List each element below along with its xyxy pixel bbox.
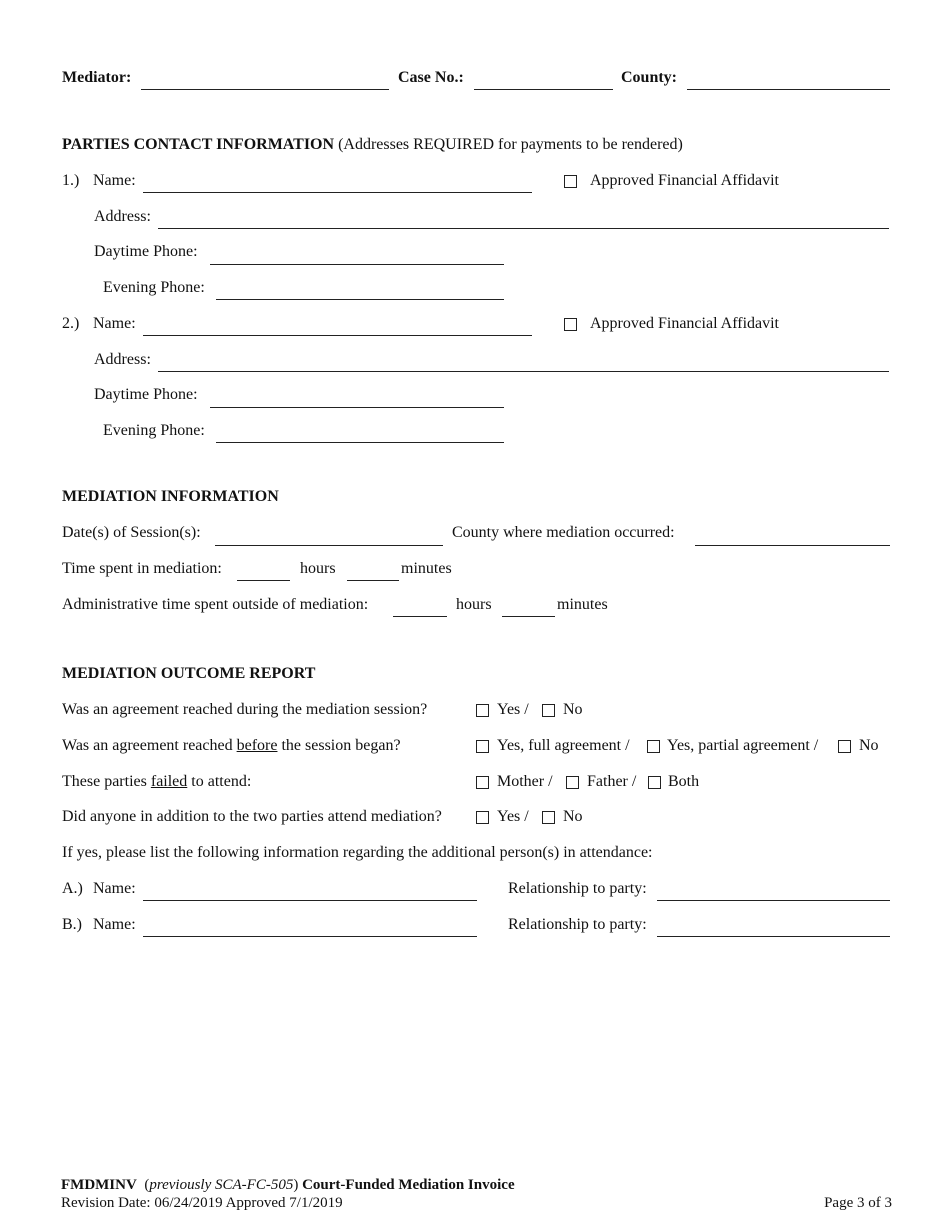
question-failed-attend-underlined: failed	[150, 773, 188, 790]
question-failed-attend-pre: These parties	[62, 773, 151, 790]
party-1-affidavit-checkbox[interactable]	[564, 175, 577, 188]
failed-father-label: Father /	[587, 773, 637, 790]
agreement-before-partial-label: Yes, partial agreement /	[667, 737, 819, 754]
question-agreement-before-post: the session began?	[277, 737, 401, 754]
party-2-address-label: Address:	[94, 351, 151, 368]
failed-both-label: Both	[668, 773, 700, 790]
party-2-name-label: Name:	[93, 315, 136, 332]
question-failed-attend	[62, 773, 251, 791]
attendee-a-name-field[interactable]	[143, 900, 477, 901]
footer-previous-id: previously SCA-FC-505	[149, 1177, 294, 1193]
party-2-daytime-phone-field[interactable]	[210, 407, 504, 408]
county-label: County:	[621, 69, 678, 86]
party-2-affidavit-label: Approved Financial Affidavit	[590, 315, 779, 332]
attendee-b-name-field[interactable]	[143, 936, 477, 937]
failed-father-checkbox[interactable]	[566, 776, 579, 789]
party-2-affidavit-checkbox[interactable]	[564, 318, 577, 331]
agreement-before-no-checkbox[interactable]	[838, 740, 851, 753]
admin-hours-field[interactable]	[393, 616, 447, 617]
agreement-during-no-checkbox[interactable]	[542, 704, 555, 717]
attendee-a-relationship-label: Relationship to party:	[508, 880, 647, 897]
party-1-name-field[interactable]	[143, 192, 532, 193]
party-1-address-label: Address:	[94, 208, 151, 225]
party-1-evening-phone-label: Evening Phone:	[103, 279, 205, 296]
agreement-during-yes-label: Yes /	[497, 701, 529, 718]
additional-no-label: No	[563, 808, 583, 825]
admin-hours-label: hours	[456, 596, 492, 613]
party-2-evening-phone-label: Evening Phone:	[103, 422, 205, 439]
additional-instructions: If yes, please list the following information regarding the additional person(s) in attendance:	[62, 844, 653, 861]
question-agreement-before-underlined: before	[236, 737, 278, 754]
party-1-daytime-phone-label: Daytime Phone:	[94, 243, 198, 260]
attendee-a-label: A.)	[62, 880, 83, 897]
mediation-county-label: County where mediation occurred:	[452, 524, 675, 541]
admin-minutes-field[interactable]	[502, 616, 555, 617]
question-agreement-before	[62, 737, 401, 755]
footer-revision: Revision Date: 06/24/2019 Approved 7/1/2019	[61, 1195, 343, 1211]
footer-page-number: Page 3 of 3	[824, 1195, 892, 1211]
agreement-before-partial-checkbox[interactable]	[647, 740, 660, 753]
time-minutes-label: minutes	[401, 560, 452, 577]
session-dates-label: Date(s) of Session(s):	[62, 524, 201, 541]
mediation-county-field[interactable]	[695, 545, 890, 546]
mediator-label: Mediator:	[62, 69, 132, 86]
agreement-before-no-label: No	[859, 737, 879, 754]
footer-prev-open: (	[144, 1177, 150, 1193]
question-failed-attend-post: to attend:	[187, 773, 252, 790]
mediator-field[interactable]	[141, 89, 389, 90]
party-2-name-field[interactable]	[143, 335, 532, 336]
party-1-evening-phone-field[interactable]	[216, 299, 504, 300]
admin-time-label: Administrative time spent outside of mediation:	[62, 596, 369, 613]
agreement-before-full-checkbox[interactable]	[476, 740, 489, 753]
party-2-address-field[interactable]	[158, 371, 889, 372]
party-1-address-field[interactable]	[158, 228, 889, 229]
attendee-b-relationship-label: Relationship to party:	[508, 916, 647, 933]
additional-no-checkbox[interactable]	[542, 811, 555, 824]
time-hours-label: hours	[300, 560, 336, 577]
party-2-daytime-phone-label: Daytime Phone:	[94, 386, 198, 403]
footer-prev-close: )	[293, 1177, 299, 1193]
footer-form-id: FMDMINV	[61, 1177, 137, 1193]
parties-heading	[62, 136, 683, 154]
time-hours-field[interactable]	[237, 580, 290, 581]
failed-mother-label: Mother /	[497, 773, 553, 790]
mediation-heading: MEDIATION INFORMATION	[62, 488, 279, 505]
failed-both-checkbox[interactable]	[648, 776, 661, 789]
outcome-heading: MEDIATION OUTCOME REPORT	[62, 665, 316, 682]
admin-minutes-label: minutes	[557, 596, 608, 613]
county-field[interactable]	[687, 89, 890, 90]
parties-heading-title: PARTIES CONTACT INFORMATION	[62, 136, 335, 153]
question-agreement-during: Was an agreement reached during the mediation session?	[62, 701, 428, 718]
case-number-field[interactable]	[474, 89, 613, 90]
party-2-number: 2.)	[62, 315, 80, 332]
footer-form-title: Court-Funded Mediation Invoice	[302, 1177, 515, 1193]
additional-yes-label: Yes /	[497, 808, 529, 825]
question-additional-attendees: Did anyone in addition to the two parties attend mediation?	[62, 808, 442, 825]
failed-mother-checkbox[interactable]	[476, 776, 489, 789]
agreement-before-full-label: Yes, full agreement /	[497, 737, 630, 754]
time-minutes-field[interactable]	[347, 580, 399, 581]
agreement-during-yes-checkbox[interactable]	[476, 704, 489, 717]
agreement-during-no-label: No	[563, 701, 583, 718]
attendee-b-name-label: Name:	[93, 916, 136, 933]
time-spent-label: Time spent in mediation:	[62, 560, 222, 577]
footer-form-line	[61, 1176, 515, 1194]
party-1-affidavit-label: Approved Financial Affidavit	[590, 172, 779, 189]
parties-heading-note: (Addresses REQUIRED for payments to be rendered)	[338, 136, 683, 153]
attendee-a-relationship-field[interactable]	[657, 900, 890, 901]
question-agreement-before-pre: Was an agreement reached	[62, 737, 237, 754]
additional-yes-checkbox[interactable]	[476, 811, 489, 824]
attendee-a-name-label: Name:	[93, 880, 136, 897]
attendee-b-relationship-field[interactable]	[657, 936, 890, 937]
party-1-daytime-phone-field[interactable]	[210, 264, 504, 265]
party-1-name-label: Name:	[93, 172, 136, 189]
party-2-evening-phone-field[interactable]	[216, 442, 504, 443]
case-number-label: Case No.:	[398, 69, 464, 86]
party-1-number: 1.)	[62, 172, 80, 189]
attendee-b-label: B.)	[62, 916, 82, 933]
session-dates-field[interactable]	[215, 545, 443, 546]
